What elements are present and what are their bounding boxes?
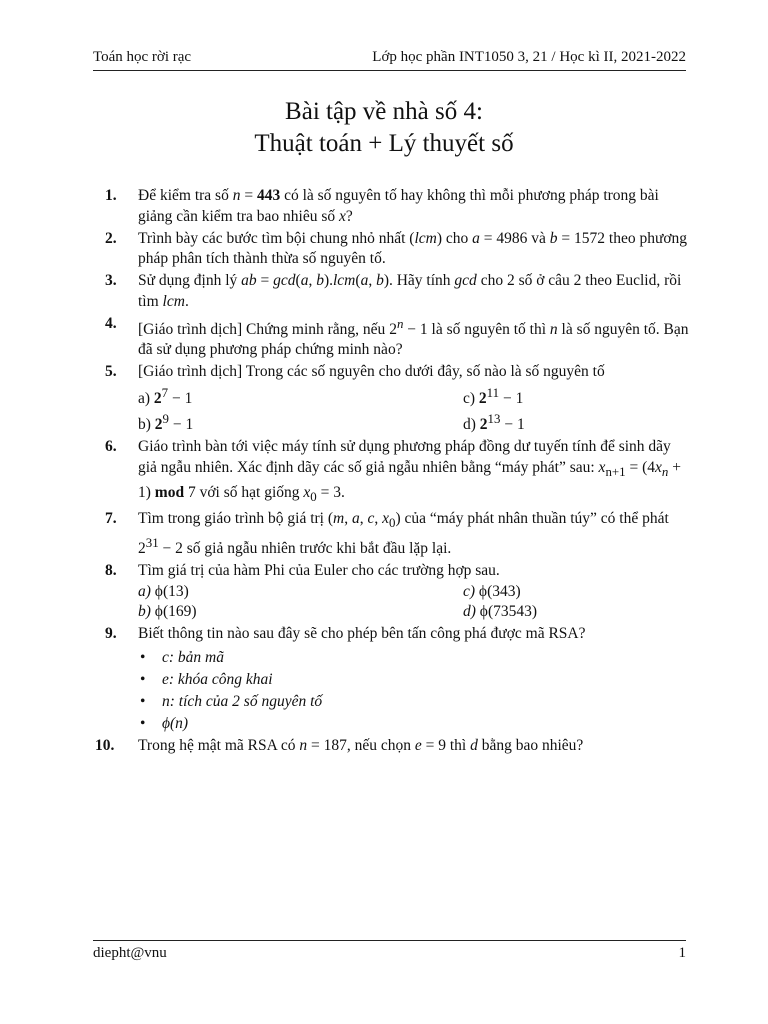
problem-number: 3. bbox=[105, 272, 117, 289]
text-segment: a bbox=[360, 272, 369, 289]
problem-text bbox=[138, 229, 692, 270]
text-segment: − 1 là số nguyên tố thì bbox=[403, 320, 550, 338]
option-base: 2 bbox=[479, 416, 488, 434]
text-segment: lcm bbox=[162, 292, 185, 310]
text-segment: Tìm giá trị của hàm Phi của Euler cho các trường hợp sau. bbox=[138, 562, 500, 580]
problem-number: 5. bbox=[105, 363, 117, 381]
bullet-item: • n: tích của 2 số nguyên tố bbox=[138, 691, 692, 713]
text-segment: = (4 bbox=[625, 458, 656, 476]
phi-option-item bbox=[138, 602, 463, 623]
problem-number: 6. bbox=[105, 438, 117, 456]
option-label: a) bbox=[138, 389, 151, 407]
text-segment: x bbox=[339, 207, 346, 225]
bullet-item: • e: khóa công khai bbox=[138, 669, 692, 691]
text-segment: = 1572 theo phương pháp phân tích thành thừa số nguyên tố. bbox=[138, 229, 688, 267]
text-segment: Trong hệ mật mã RSA có bbox=[138, 737, 300, 755]
text-segment: có là số nguyên tố hay không thì mỗi phương pháp trong bài giảng cần kiểm tra bao nhiêu số bbox=[138, 187, 659, 225]
text-segment: lcm bbox=[414, 229, 437, 247]
option-label: d) bbox=[463, 416, 476, 434]
option-exponent: 7 bbox=[161, 384, 169, 400]
bullet-item: • ϕ(n) bbox=[138, 713, 692, 735]
option-item bbox=[138, 409, 463, 436]
text-segment: bằng bao nhiêu? bbox=[477, 737, 584, 755]
text-segment: ( bbox=[355, 272, 361, 289]
text-segment: n+1 bbox=[605, 464, 626, 480]
problem-number: 7. bbox=[105, 509, 117, 527]
bullet-list bbox=[138, 647, 692, 735]
problem-number: 8. bbox=[105, 562, 117, 580]
phi-option-grid bbox=[138, 582, 692, 623]
option-exponent: 11 bbox=[486, 384, 500, 400]
problem-number: 1. bbox=[105, 187, 117, 204]
problem-text bbox=[138, 509, 692, 560]
option-base: 2 bbox=[154, 416, 163, 434]
text-segment: b bbox=[376, 272, 384, 289]
text-segment: − 2 số giả ngẫu nhiên trước khi bắt đầu lặp lại. bbox=[158, 540, 452, 558]
problem-item bbox=[93, 561, 692, 623]
text-segment: n bbox=[549, 320, 558, 338]
option-grid bbox=[138, 383, 692, 436]
text-segment: 2 bbox=[389, 320, 397, 338]
text-segment: Tìm trong giáo trình bộ giá trị ( bbox=[138, 509, 334, 527]
text-segment: 31 bbox=[145, 535, 159, 551]
option-rest: − 1 bbox=[169, 416, 194, 434]
option-item bbox=[138, 383, 463, 410]
problem-text bbox=[138, 561, 692, 623]
text-segment: ) của “máy phát nhân thuần túy” có thể phát bbox=[395, 509, 669, 527]
text-segment: + 1) bbox=[138, 458, 681, 501]
problem-list bbox=[93, 186, 692, 758]
text-segment: b bbox=[549, 229, 558, 247]
option-label: d) bbox=[463, 603, 476, 621]
text-segment: Trình bày các bước tìm bội chung nhỏ nhất ( bbox=[138, 229, 415, 247]
text-segment: 2 bbox=[138, 540, 146, 558]
option-rest: − 1 bbox=[500, 416, 525, 434]
text-segment: , bbox=[368, 272, 377, 289]
text-segment: x bbox=[655, 458, 662, 476]
text-segment: = 3. bbox=[316, 483, 345, 501]
text-segment: [Giáo trình dịch] Trong các số nguyên cho dưới đây, số nào là số nguyên tố bbox=[138, 363, 605, 381]
text-segment: Sử dụng định lý bbox=[138, 272, 242, 289]
text-segment: ) cho bbox=[436, 229, 473, 247]
text-segment: , bbox=[344, 509, 352, 527]
text-segment: n bbox=[396, 315, 404, 331]
problem-text bbox=[138, 314, 692, 361]
phi-value: ϕ(73543) bbox=[479, 603, 538, 621]
text-segment: lcm bbox=[333, 272, 356, 289]
text-segment: c bbox=[367, 509, 375, 527]
problem-text bbox=[138, 186, 692, 227]
text-segment: d bbox=[470, 737, 478, 755]
text-segment: gcd bbox=[273, 272, 296, 289]
text-segment: . bbox=[184, 292, 189, 310]
phi-option-item bbox=[463, 582, 692, 603]
phi-value: ϕ(13) bbox=[154, 582, 189, 600]
option-rest: − 1 bbox=[168, 389, 193, 407]
option-label: b) bbox=[138, 416, 151, 434]
problem-item bbox=[93, 509, 692, 560]
title-line-2: Thuật toán + Lý thuyết số bbox=[254, 130, 514, 157]
text-segment: , bbox=[374, 509, 383, 527]
document-title bbox=[0, 96, 768, 160]
option-item bbox=[463, 409, 692, 436]
text-segment: cho 2 số ở câu 2 theo Euclid, rồi tìm bbox=[138, 272, 682, 310]
text-segment: n bbox=[232, 187, 241, 204]
page-number: 1 bbox=[678, 945, 686, 961]
text-segment: n bbox=[661, 464, 669, 480]
text-segment: 443 bbox=[256, 187, 281, 204]
text-segment: ? bbox=[345, 207, 353, 225]
text-segment: = bbox=[256, 272, 274, 289]
text-segment: 0 bbox=[310, 488, 317, 504]
page-footer bbox=[93, 940, 686, 962]
problem-item bbox=[93, 437, 692, 507]
text-segment: ab bbox=[241, 272, 257, 289]
course-name: Toán học rời rạc bbox=[93, 49, 192, 65]
problem-item bbox=[93, 186, 692, 227]
text-segment: = 9 thì bbox=[421, 737, 471, 755]
class-info: Lớp học phần INT1050 3, 21 / Học kì II, 2021-2022 bbox=[372, 49, 686, 65]
text-segment: x bbox=[303, 483, 311, 501]
text-segment: a bbox=[472, 229, 480, 247]
problem-text bbox=[138, 362, 692, 436]
text-segment: = 4986 và bbox=[479, 229, 550, 247]
phi-option-item bbox=[463, 602, 692, 623]
text-segment: ( bbox=[295, 272, 301, 289]
phi-value: ϕ(343) bbox=[478, 582, 521, 600]
text-segment: = 187, nếu chọn bbox=[307, 737, 415, 755]
problem-text bbox=[138, 271, 692, 312]
author: diepht@vnu bbox=[93, 945, 167, 961]
problem-text bbox=[138, 624, 692, 735]
text-segment: ). Hãy tính bbox=[383, 272, 455, 289]
text-segment: , bbox=[308, 272, 317, 289]
problem-item bbox=[93, 229, 692, 270]
problem-number: 10. bbox=[95, 737, 115, 755]
text-segment: n bbox=[299, 737, 308, 755]
text-segment: a bbox=[300, 272, 309, 289]
phi-value: ϕ(169) bbox=[154, 603, 197, 621]
text-segment: 0 bbox=[389, 514, 396, 530]
text-segment: Giáo trình bàn tới việc máy tính sử dụng phương pháp đồng dư tuyến tính để sinh dãy giả ngẫu nhiên. Xác định dãy các số giả ngẫu nhiên bằng “máy phát” sau: bbox=[138, 438, 671, 476]
text-segment: mod bbox=[154, 483, 185, 501]
problem-item bbox=[93, 362, 692, 436]
text-segment: là số nguyên tố. Bạn đã sử dụng phương pháp chứng minh nào? bbox=[138, 320, 689, 359]
phi-option-item bbox=[138, 582, 463, 603]
bullet-item: • c: bản mã bbox=[138, 647, 692, 669]
problem-item bbox=[93, 271, 692, 312]
problem-text bbox=[138, 437, 692, 507]
text-segment: b bbox=[316, 272, 324, 289]
option-rest: − 1 bbox=[499, 389, 524, 407]
option-label: c) bbox=[463, 582, 476, 600]
problem-item bbox=[93, 624, 692, 735]
text-segment: = bbox=[240, 187, 257, 204]
text-segment: m bbox=[333, 509, 345, 527]
problem-item bbox=[93, 736, 692, 757]
text-segment: Biết thông tin nào sau đây sẽ cho phép bên tấn công phá được mã RSA? bbox=[138, 625, 586, 643]
problem-text bbox=[138, 736, 692, 757]
option-label: a) bbox=[138, 582, 151, 600]
page-header bbox=[93, 42, 686, 71]
text-segment: ). bbox=[323, 272, 333, 289]
option-base: 2 bbox=[153, 389, 162, 407]
option-base: 2 bbox=[478, 389, 487, 407]
text-segment: gcd bbox=[454, 272, 477, 289]
option-exponent: 13 bbox=[487, 411, 501, 427]
text-segment: x bbox=[382, 509, 389, 527]
problem-number: 9. bbox=[105, 625, 117, 643]
text-segment: Để kiểm tra số bbox=[138, 187, 233, 204]
option-label: c) bbox=[463, 389, 476, 407]
option-label: b) bbox=[138, 603, 151, 621]
problem-item bbox=[93, 314, 692, 361]
problem-number: 2. bbox=[105, 229, 117, 247]
text-segment: 7 với số hạt giống bbox=[184, 483, 304, 501]
text-segment: [Giáo trình dịch] Chứng minh rằng, nếu bbox=[138, 320, 390, 338]
text-segment: e bbox=[414, 737, 422, 755]
option-exponent: 9 bbox=[162, 411, 169, 427]
text-segment: x bbox=[598, 458, 606, 476]
problem-number: 4. bbox=[105, 314, 117, 332]
text-segment: , bbox=[359, 509, 368, 527]
text-segment: a bbox=[351, 509, 360, 527]
option-item bbox=[463, 383, 692, 410]
title-line-1: Bài tập về nhà số 4: bbox=[285, 98, 483, 125]
